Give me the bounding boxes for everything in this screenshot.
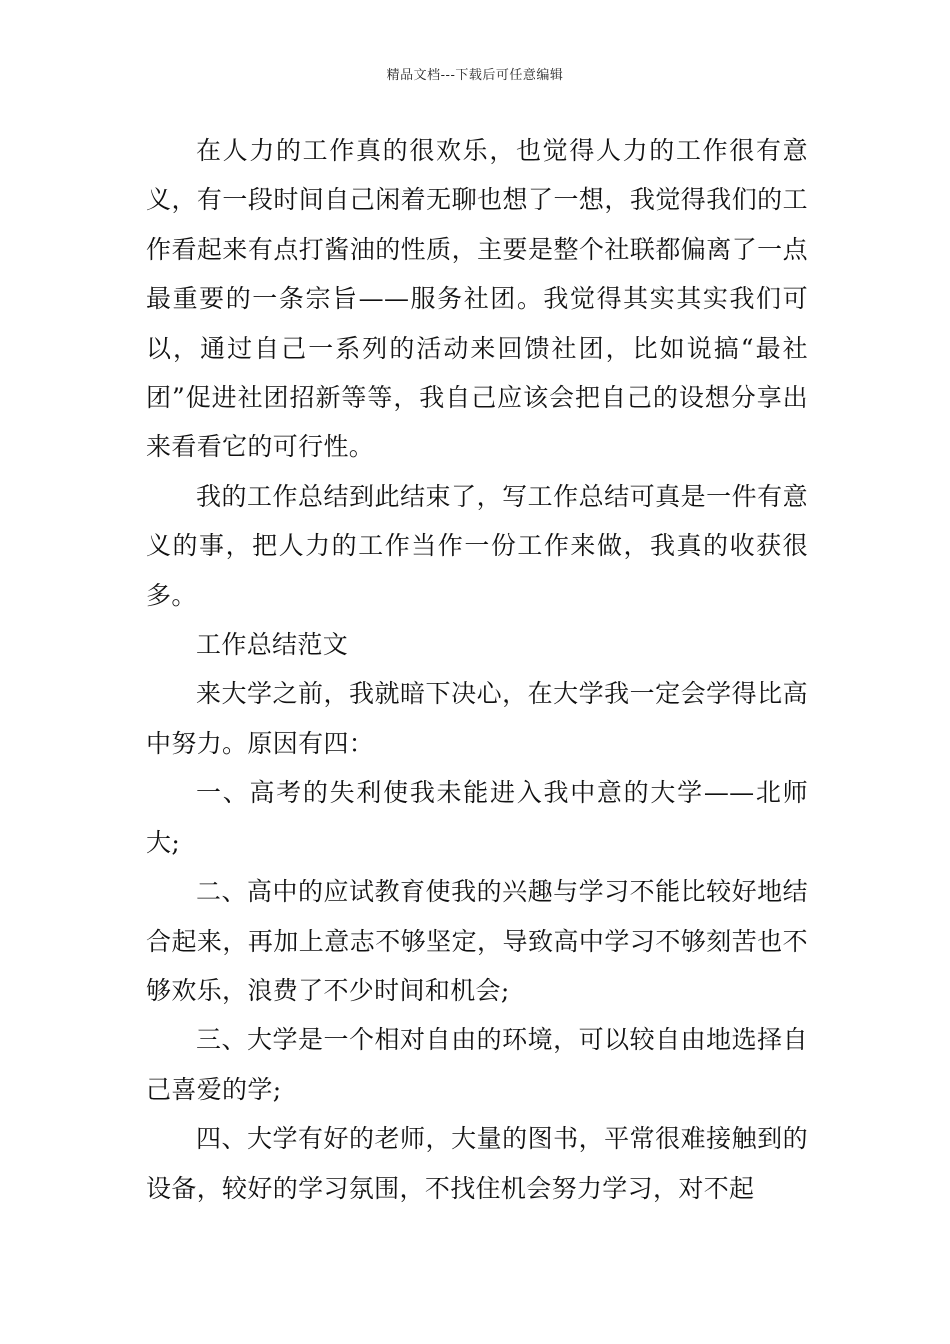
list-item-reason-4: 四、大学有好的老师，大量的图书，平常很难接触到的设备，较好的学习氛围，不找住机会努力学习，对不起 [146,1124,808,1203]
paragraph-summary-conclusion: 我的工作总结到此结束了，写工作总结可真是一件有意义的事，把人力的工作当作一份工作来做，我真的收获很多。 [146,481,808,610]
paragraph-hr-work-reflection: 在人力的工作真的很欢乐，也觉得人力的工作很有意义，有一段时间自己闲着无聊也想了一想，我觉得我们的工作看起来有点打酱油的性质，主要是整个社联都偏离了一点最重要的一条宗旨——服务社团。我觉得其实其实我们可以，通过自己一系列的活动来回馈社团，比如说搞“最社团”促进社团招新等等，我自己应该会把自己的设想分享出来看看它的可行性。 [146,136,808,462]
list-item-reason-2: 二、高中的应试教育使我的兴趣与学习不能比较好地结合起来，再加上意志不够坚定，导致高中学习不够刻苦也不够欢乐，浪费了不少时间和机会; [146,877,808,1005]
section-heading: 工作总结范文 [196,630,349,660]
paragraph-intro: 来大学之前，我就暗下决心，在大学我一定会学得比高中努力。原因有四： [146,679,808,758]
list-item-reason-3: 三、大学是一个相对自由的环境，可以较自由地选择自己喜爱的学; [146,1025,808,1104]
page-header: 精品文档---下载后可任意编辑 [386,68,564,83]
list-item-reason-1: 一、高考的失利使我未能进入我中意的大学——北师大; [146,778,808,857]
document-body [146,126,808,1213]
